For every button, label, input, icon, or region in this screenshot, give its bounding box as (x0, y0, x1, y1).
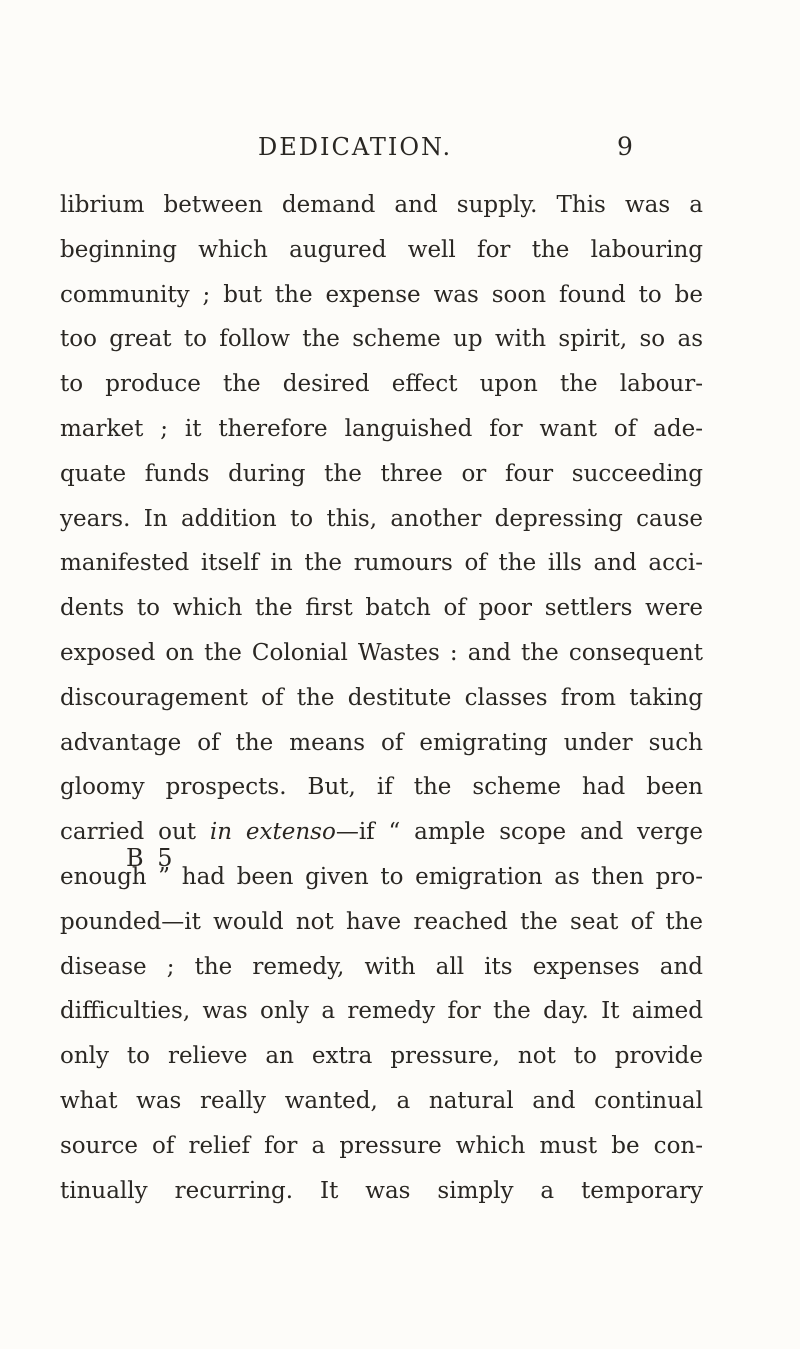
text-line: quate funds during the three or four succeeding (60, 460, 703, 487)
text-line: community ; but the expense was soon found to be (60, 281, 703, 308)
text-line: pounded—it would not have reached the seat of the (60, 908, 703, 935)
text-line: gloomy prospects. But, if the scheme had been (60, 774, 703, 801)
text-segment: —if “ ample scope and verge (335, 819, 703, 846)
text-line: manifested itself in the rumours of the ills and acci- (60, 550, 703, 577)
text-line: beginning which augured well for the labouring (60, 236, 703, 263)
text-line: exposed on the Colonial Wastes : and the consequent (60, 639, 703, 666)
signature-mark: B 5 (126, 844, 176, 872)
text-line: tinually recurring. It was simply a temporary (60, 1177, 703, 1204)
text-line: discouragement of the destitute classes from taking (60, 684, 703, 711)
text-segment: carried out (60, 819, 210, 846)
text-line: too great to follow the scheme up with spirit, so as (60, 326, 703, 353)
italic-phrase: in extenso (209, 819, 336, 846)
text-line: advantage of the means of emigrating under such (60, 729, 703, 756)
text-line: years. In addition to this, another depressing cause (60, 505, 703, 532)
running-title: DEDICATION. (258, 133, 453, 161)
page-number: 9 (617, 132, 633, 161)
text-line: what was really wanted, a natural and continual (60, 1087, 703, 1114)
text-line: disease ; the remedy, with all its expenses and (60, 953, 703, 980)
text-line: market ; it therefore languished for want of ade- (60, 415, 703, 442)
text-line: source of relief for a pressure which must be con- (60, 1132, 703, 1159)
text-line: to produce the desired effect upon the labour- (60, 371, 703, 398)
text-line: dents to which the first batch of poor settlers were (60, 595, 703, 622)
body-text (60, 183, 703, 1213)
text-line: librium between demand and supply. This was a (60, 192, 703, 218)
running-head (0, 132, 800, 162)
text-line: only to relieve an extra pressure, not to provide (60, 1043, 703, 1070)
text-line: enough ” had been given to emigration as then pro- (60, 863, 703, 890)
text-line: difficulties, was only a remedy for the day. It aimed (60, 998, 703, 1025)
